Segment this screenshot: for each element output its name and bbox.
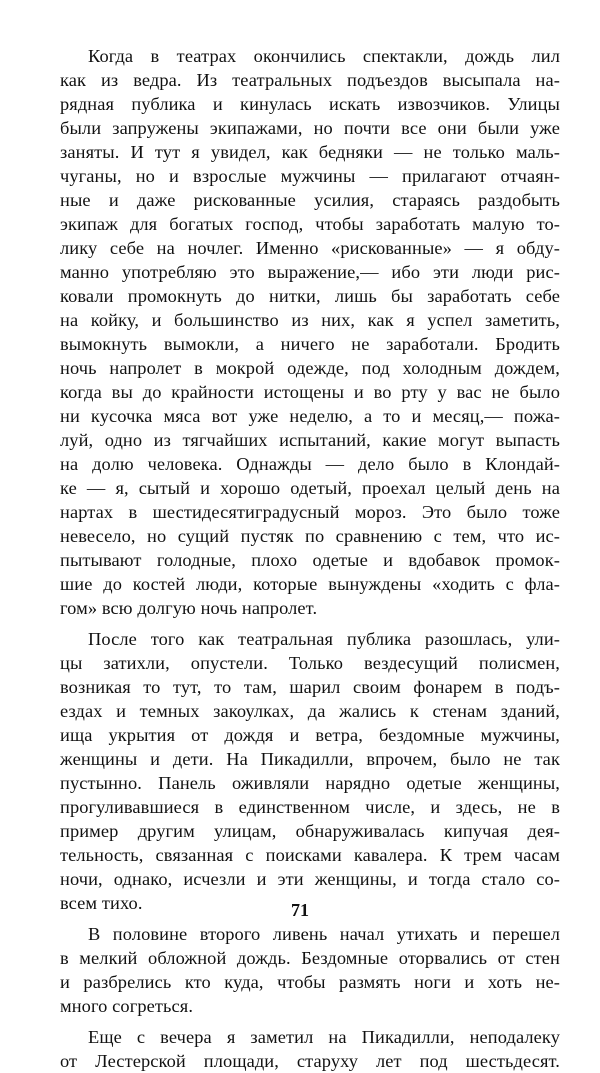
paragraph-gap [60, 1018, 560, 1025]
text-line: тельность, связанная с поисками кавалера. К трем часам [60, 845, 560, 865]
paragraph [60, 44, 560, 620]
text-line: ни кусочка мяса вот уже неделю, а то и месяц,— пожа- [60, 406, 560, 426]
text-line: гом» всю долгую ночь напролет. [60, 598, 318, 618]
text-line: прогуливавшиеся в единственном числе, и здесь, не в [60, 797, 560, 817]
text-line: ища укрытия от дождя и ветра, бездомные мужчины, [60, 725, 560, 745]
text-line: После того как театральная публика разошлась, ули- [88, 629, 560, 649]
text-line: лику себе на ночлег. Именно «рискованные» — я обду- [60, 238, 560, 258]
text-line: были запружены экипажами, но почти все они были уже [60, 118, 560, 138]
text-line: нартах в шестидесятиградусный мороз. Это было тоже [60, 502, 560, 522]
text-line: на долю человека. Однажды — дело было в Клондай- [60, 454, 560, 474]
text-line: Еще с вечера я заметил на Пикадилли, неподалеку [88, 1027, 560, 1047]
text-line: как из ведра. Из театральных подъездов высыпала на- [60, 70, 560, 90]
text-line: ночи, однако, исчезли и эти женщины, и тогда стало со- [60, 869, 560, 889]
text-line: ные и даже рискованные усилия, стараясь раздобыть [60, 190, 560, 210]
text-line: манно употребляю это выражение,— ибо эти люди рис- [60, 262, 560, 282]
text-line: заняты. И тут я увидел, как бедняки — не только маль- [60, 142, 560, 162]
paragraph [60, 922, 560, 1018]
paragraph [60, 1025, 560, 1073]
text-line: чуганы, но и взрослые мужчины — прилагают отчаян- [60, 166, 560, 186]
text-line: на койку, и большинство из них, как я успел заметить, [60, 310, 560, 330]
text-line: вымокнуть вымокли, а ничего не заработали. Бродить [60, 334, 560, 354]
paragraph-gap [60, 620, 560, 627]
text-line: женщины и дети. На Пикадилли, впрочем, было не так [60, 749, 560, 769]
text-line: от Лестерской площади, старуху лет под шестьдесят. [60, 1051, 560, 1071]
text-line: ке — я, сытый и хорошо одетый, проехал целый день на [60, 478, 560, 498]
text-line: возникая то тут, то там, шарил своим фонарем в подъ- [60, 677, 560, 697]
text-line: ковали промокнуть до нитки, лишь бы заработать себе [60, 286, 560, 306]
text-line: пытывают голодные, плохо одетые и вдобавок промок- [60, 550, 560, 570]
text-line: ночь напролет в мокрой одежде, под холодным дождем, [60, 358, 560, 378]
text-line: и разбрелись кто куда, чтобы размять ноги и хоть не- [60, 972, 560, 992]
text-line: когда вы до крайности истощены и во рту у вас не было [60, 382, 560, 402]
text-line: луй, одно из тягчайших испытаний, какие могут выпасть [60, 430, 560, 450]
text-line: рядная публика и кинулась искать извозчиков. Улицы [60, 94, 560, 114]
paragraph [60, 627, 560, 915]
text-line: цы затихли, опустели. Только вездесущий полисмен, [60, 653, 560, 673]
text-line: пустынно. Панель оживляли нарядно одетые женщины, [60, 773, 560, 793]
text-line: пример другим улицам, обнаруживалась кипучая дея- [60, 821, 560, 841]
text-line: много согреться. [60, 996, 194, 1016]
text-line: Когда в театрах окончились спектакли, дождь лил [88, 46, 560, 66]
text-line: шие до костей люди, которые вынуждены «ходить с фла- [60, 574, 560, 594]
text-line: в мелкий обложной дождь. Бездомные оторвались от стен [60, 948, 560, 968]
text-line: ездах и темных закоулках, да жались к стенам зданий, [60, 701, 560, 721]
text-line: В половине второго ливень начал утихать и перешел [88, 924, 560, 944]
text-line: экипаж для богатых господ, чтобы заработать малую то- [60, 214, 560, 234]
text-line: невесело, но сущий пустяк по сравнению с тем, что ис- [60, 526, 560, 546]
text-line: всем тихо. [60, 893, 143, 913]
page-number: 71 [291, 900, 309, 920]
